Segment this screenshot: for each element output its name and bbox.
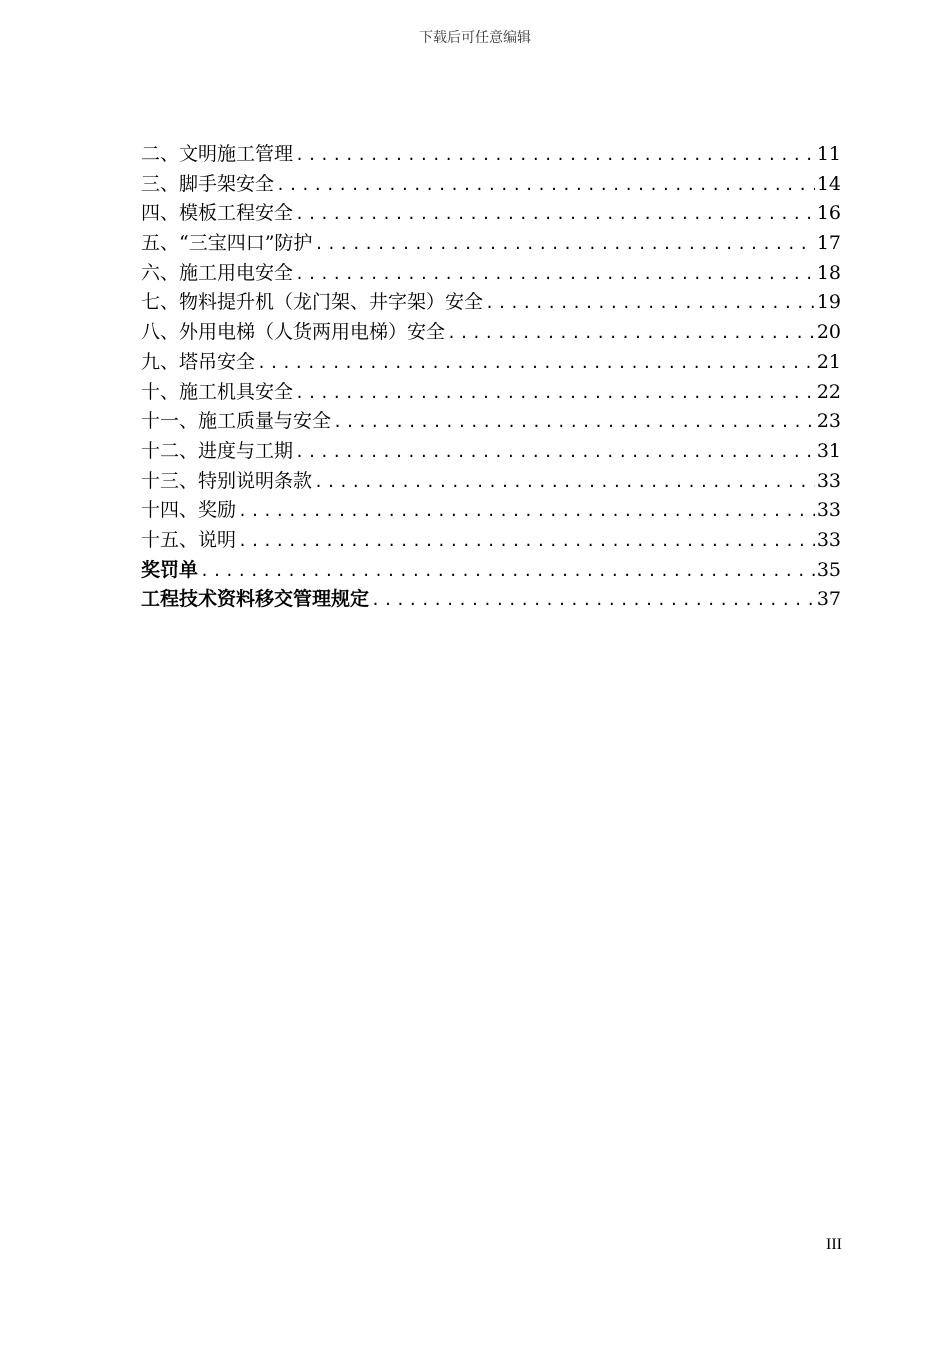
toc-dot-leader <box>314 468 815 497</box>
toc-entry-page: 35 <box>816 558 841 581</box>
toc-entry-page: 23 <box>816 410 841 433</box>
page-number: III <box>826 1236 842 1253</box>
toc-dot-leader <box>485 289 815 318</box>
toc-entry[interactable] <box>141 140 841 170</box>
toc-entry-page: 21 <box>816 350 841 373</box>
toc-entry-label: 十、施工机具安全 <box>141 380 294 403</box>
toc-entry-page: 14 <box>816 172 841 195</box>
toc-dot-leader <box>333 408 815 437</box>
toc-entry[interactable] <box>141 318 841 348</box>
toc-entry-label: 六、施工用电安全 <box>141 261 294 284</box>
toc-entry-label: 三、脚手架安全 <box>141 172 275 195</box>
toc-dot-leader <box>295 141 815 170</box>
toc-entry-label: 八、外用电梯（人货两用电梯）安全 <box>141 321 446 344</box>
toc-dot-leader <box>295 260 815 289</box>
toc-entry[interactable] <box>141 378 841 408</box>
toc-entry[interactable] <box>141 526 841 556</box>
toc-dot-leader <box>276 171 815 200</box>
toc-dot-leader <box>447 319 815 348</box>
toc-entry[interactable] <box>141 288 841 318</box>
toc-entry[interactable] <box>141 467 841 497</box>
toc-entry[interactable] <box>141 556 841 586</box>
toc-entry-label: 二、文明施工管理 <box>141 143 294 165</box>
toc-entry[interactable] <box>141 407 841 437</box>
toc-dot-leader <box>238 497 815 526</box>
toc-entry[interactable] <box>141 199 841 229</box>
toc-dot-leader <box>200 557 815 586</box>
toc-entry[interactable] <box>141 348 841 378</box>
toc-entry-label: 九、塔吊安全 <box>141 350 256 373</box>
toc-entry-page: 18 <box>816 261 841 284</box>
toc-entry[interactable] <box>141 170 841 200</box>
toc-entry[interactable] <box>141 437 841 467</box>
toc-entry[interactable] <box>141 496 841 526</box>
toc-entry-page: 20 <box>816 321 841 344</box>
toc-entry-label: 四、模板工程安全 <box>141 202 294 225</box>
toc-entry-label: 十一、施工质量与安全 <box>141 410 332 433</box>
toc-entry[interactable] <box>141 585 841 615</box>
toc-entry[interactable] <box>141 229 841 259</box>
toc-dot-leader <box>257 349 815 378</box>
toc-entry-page: 33 <box>816 469 841 492</box>
toc-entry-page: 19 <box>816 291 841 314</box>
table-of-contents <box>141 140 841 615</box>
toc-entry-page: 33 <box>816 499 841 522</box>
toc-entry-label: 工程技术资料移交管理规定 <box>141 588 370 611</box>
toc-entry-page: 33 <box>816 528 841 551</box>
toc-dot-leader <box>238 527 815 556</box>
toc-dot-leader <box>295 438 815 467</box>
toc-entry-label: 十四、奖励 <box>141 499 237 522</box>
toc-entry-page: 22 <box>816 380 841 403</box>
toc-entry-label: 十三、特别说明条款 <box>141 469 313 492</box>
toc-entry-label: 十五、说明 <box>141 528 237 551</box>
toc-dot-leader <box>314 230 814 259</box>
toc-entry-page: 17 <box>816 232 841 255</box>
toc-dot-leader <box>295 379 815 408</box>
toc-entry[interactable] <box>141 259 841 289</box>
toc-dot-leader <box>295 200 815 229</box>
header-note: 下载后可任意编辑 <box>419 30 531 46</box>
toc-entry-page: 16 <box>816 202 841 225</box>
toc-entry-page: 37 <box>816 588 841 611</box>
toc-entry-label: 奖罚单 <box>141 558 199 581</box>
toc-entry-label: 七、物料提升机（龙门架、井字架）安全 <box>141 291 484 314</box>
toc-entry-page: 31 <box>816 439 841 462</box>
toc-dot-leader <box>371 586 815 615</box>
toc-entry-label: 十二、进度与工期 <box>141 439 294 462</box>
toc-entry-page: 11 <box>816 143 841 165</box>
toc-entry-label: 五、“三宝四口”防护 <box>141 232 313 255</box>
